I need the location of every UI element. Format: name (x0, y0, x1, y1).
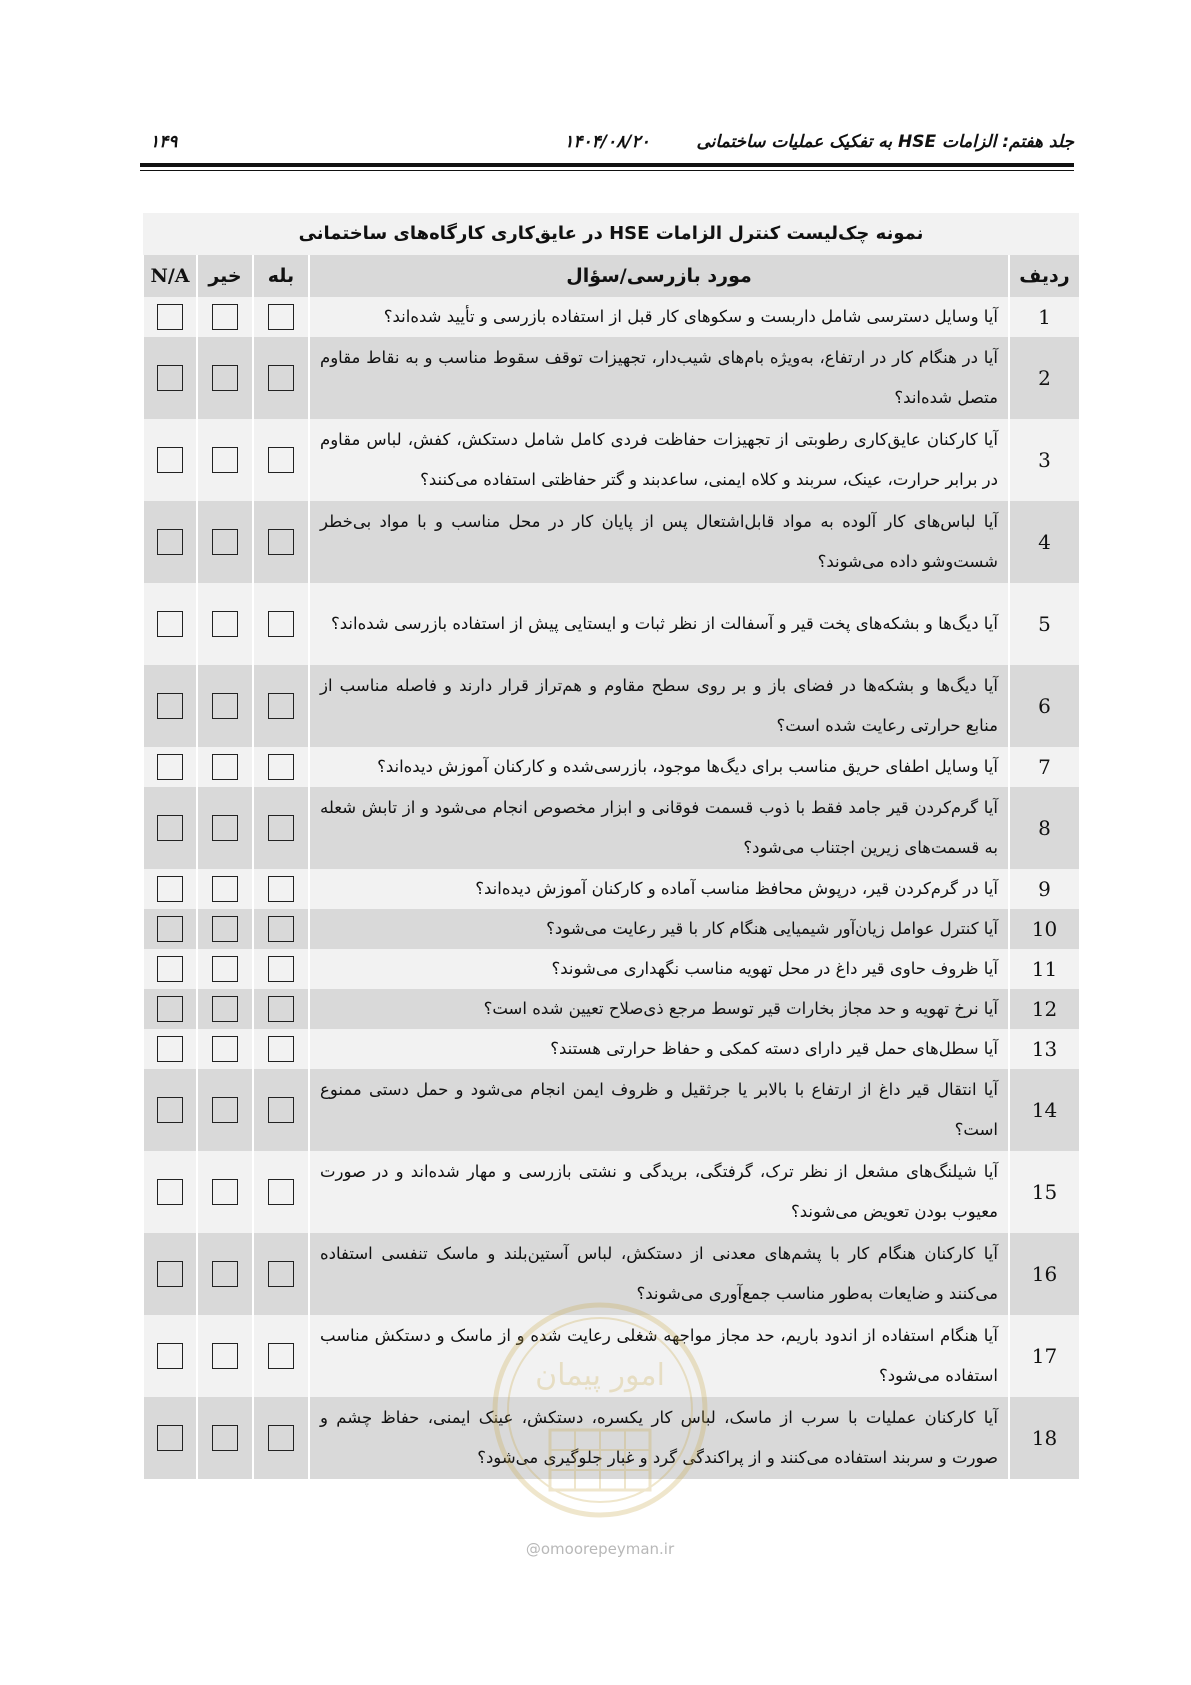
cell-na (143, 297, 197, 337)
cell-na (143, 1233, 197, 1315)
row-number: 12 (1009, 989, 1079, 1029)
cell-yes (253, 583, 309, 665)
cell-no (197, 869, 253, 909)
cell-no (197, 1151, 253, 1233)
row-number: 14 (1009, 1069, 1079, 1151)
yes-checkbox[interactable] (268, 1425, 294, 1451)
yes-checkbox[interactable] (268, 916, 294, 942)
table-row (143, 989, 1079, 1029)
no-checkbox[interactable] (212, 365, 238, 391)
yes-checkbox[interactable] (268, 304, 294, 330)
na-checkbox[interactable] (157, 956, 183, 982)
cell-no (197, 1315, 253, 1397)
watermark-site: @omoorepeyman.ir (525, 1540, 675, 1558)
cell-yes (253, 1069, 309, 1151)
na-checkbox[interactable] (157, 611, 183, 637)
no-checkbox[interactable] (212, 1179, 238, 1205)
header-na: N/A (143, 255, 197, 297)
row-number: 1 (1009, 297, 1079, 337)
na-checkbox[interactable] (157, 1425, 183, 1451)
na-checkbox[interactable] (157, 693, 183, 719)
question-text: آیا شیلنگ‌های مشعل از نظر ترک، گرفتگی، بریدگی و نشتی بازرسی و مهار شده‌اند و در صورت معیوب بودن تعویض می‌شوند؟ (309, 1151, 1009, 1233)
yes-checkbox[interactable] (268, 1343, 294, 1369)
yes-checkbox[interactable] (268, 365, 294, 391)
checklist-table (142, 255, 1079, 1479)
na-checkbox[interactable] (157, 996, 183, 1022)
cell-yes (253, 1233, 309, 1315)
na-checkbox[interactable] (157, 815, 183, 841)
no-checkbox[interactable] (212, 956, 238, 982)
page-header (140, 128, 1074, 158)
no-checkbox[interactable] (212, 529, 238, 555)
cell-no (197, 1029, 253, 1069)
no-checkbox[interactable] (212, 447, 238, 473)
table-row (143, 1397, 1079, 1479)
cell-no (197, 419, 253, 501)
question-text: آیا ظروف حاوی قیر داغ در محل تهویه مناسب نگهداری می‌شوند؟ (309, 949, 1009, 989)
header-no: خیر (197, 255, 253, 297)
no-checkbox[interactable] (212, 916, 238, 942)
table-title: نمونه چک‌لیست کنترل الزامات HSE در عایق‌کاری کارگاه‌های ساختمانی (143, 213, 1079, 255)
cell-na (143, 501, 197, 583)
cell-yes (253, 1315, 309, 1397)
cell-no (197, 989, 253, 1029)
question-text: آیا وسایل دسترسی شامل داربست و سکوهای کار قبل از استفاده بازرسی و تأیید شده‌اند؟ (309, 297, 1009, 337)
row-number: 15 (1009, 1151, 1079, 1233)
cell-yes (253, 297, 309, 337)
table-body (143, 297, 1079, 1479)
table-row (143, 337, 1079, 419)
cell-yes (253, 869, 309, 909)
cell-na (143, 909, 197, 949)
cell-yes (253, 787, 309, 869)
yes-checkbox[interactable] (268, 876, 294, 902)
question-text: آیا انتقال قیر داغ از ارتفاع با بالابر یا جرثقیل و ظروف ایمن انجام می‌شود و حمل دستی ممنوع است؟ (309, 1069, 1009, 1151)
no-checkbox[interactable] (212, 693, 238, 719)
yes-checkbox[interactable] (268, 815, 294, 841)
row-number: 9 (1009, 869, 1079, 909)
na-checkbox[interactable] (157, 754, 183, 780)
table-row (143, 909, 1079, 949)
cell-na (143, 989, 197, 1029)
cell-na (143, 1315, 197, 1397)
question-text: آیا لباس‌های کار آلوده به مواد قابل‌اشتعال پس از پایان کار در محل مناسب و با مواد بی‌خطر شست‌وشو داده می‌شوند؟ (309, 501, 1009, 583)
na-checkbox[interactable] (157, 1179, 183, 1205)
cell-no (197, 501, 253, 583)
yes-checkbox[interactable] (268, 611, 294, 637)
header-rule-thin (140, 170, 1074, 171)
cell-na (143, 1029, 197, 1069)
cell-yes (253, 989, 309, 1029)
yes-checkbox[interactable] (268, 447, 294, 473)
question-text: آیا هنگام استفاده از اندود باریم، حد مجاز مواجهه شغلی رعایت شده و از ماسک و دستکش مناسب استفاده می‌شود؟ (309, 1315, 1009, 1397)
question-text: آیا در هنگام کار در ارتفاع، به‌ویژه بام‌های شیب‌دار، تجهیزات توقف سقوط مناسب و به نقاط مقاوم متصل شده‌اند؟ (309, 337, 1009, 419)
header-yes: بله (253, 255, 309, 297)
question-text: آیا وسایل اطفای حریق مناسب برای دیگ‌ها موجود، بازرسی‌شده و کارکنان آموزش دیده‌اند؟ (309, 747, 1009, 787)
question-text: آیا کارکنان عملیات با سرب از ماسک، لباس کار یکسره، دستکش، عینک ایمنی، حفاظ چشم و صورت و سربند استفاده می‌کنند و از پراکندگی گرد و غبار جلوگیری می‌شود؟ (309, 1397, 1009, 1479)
no-checkbox[interactable] (212, 754, 238, 780)
watermark-logo-text: امور پیمان (535, 1358, 665, 1393)
cell-na (143, 869, 197, 909)
cell-na (143, 665, 197, 747)
yes-checkbox[interactable] (268, 996, 294, 1022)
cell-yes (253, 419, 309, 501)
no-checkbox[interactable] (212, 1343, 238, 1369)
yes-checkbox[interactable] (268, 956, 294, 982)
cell-yes (253, 747, 309, 787)
cell-na (143, 787, 197, 869)
table-row (143, 787, 1079, 869)
table-header-row (143, 255, 1079, 297)
table-row (143, 869, 1079, 909)
cell-na (143, 337, 197, 419)
no-checkbox[interactable] (212, 611, 238, 637)
no-checkbox[interactable] (212, 304, 238, 330)
no-checkbox[interactable] (212, 996, 238, 1022)
cell-yes (253, 1397, 309, 1479)
row-number: 3 (1009, 419, 1079, 501)
checklist-table-wrapper (143, 213, 1079, 1479)
na-checkbox[interactable] (157, 1097, 183, 1123)
cell-no (197, 949, 253, 989)
na-checkbox[interactable] (157, 1261, 183, 1287)
question-text: آیا کارکنان عایق‌کاری رطوبتی از تجهیزات حفاظت فردی کامل شامل دستکش، کفش، لباس مقاوم در برابر حرارت، عینک، سربند و کلاه ایمنی، ساعدبند و گتر حفاظتی استفاده می‌کنند؟ (309, 419, 1009, 501)
cell-no (197, 297, 253, 337)
table-row (143, 501, 1079, 583)
no-checkbox[interactable] (212, 1425, 238, 1451)
row-number: 8 (1009, 787, 1079, 869)
cell-na (143, 1151, 197, 1233)
cell-yes (253, 337, 309, 419)
row-number: 11 (1009, 949, 1079, 989)
table-row (143, 747, 1079, 787)
yes-checkbox[interactable] (268, 693, 294, 719)
cell-yes (253, 501, 309, 583)
table-row (143, 1151, 1079, 1233)
yes-checkbox[interactable] (268, 1097, 294, 1123)
table-row (143, 949, 1079, 989)
table-row (143, 1029, 1079, 1069)
yes-checkbox[interactable] (268, 1036, 294, 1062)
no-checkbox[interactable] (212, 1036, 238, 1062)
table-row (143, 1233, 1079, 1315)
na-checkbox[interactable] (157, 876, 183, 902)
row-number: 16 (1009, 1233, 1079, 1315)
table-row (143, 297, 1079, 337)
question-text: آیا دیگ‌ها و بشکه‌ها در فضای باز و بر روی سطح مقاوم و هم‌تراز قرار دارند و فاصله مناسب از منابع حرارتی رعایت شده است؟ (309, 665, 1009, 747)
header-row-number: ردیف (1009, 255, 1079, 297)
row-number: 2 (1009, 337, 1079, 419)
question-text: آیا دیگ‌ها و بشکه‌های پخت قیر و آسفالت از نظر ثبات و ایستایی پیش از استفاده بازرسی شده‌اند؟ (309, 583, 1009, 665)
cell-yes (253, 665, 309, 747)
na-checkbox[interactable] (157, 1036, 183, 1062)
no-checkbox[interactable] (212, 1261, 238, 1287)
question-text: آیا کنترل عوامل زیان‌آور شیمیایی هنگام کار با قیر رعایت می‌شود؟ (309, 909, 1009, 949)
cell-yes (253, 1151, 309, 1233)
question-text: آیا سطل‌های حمل قیر دارای دسته کمکی و حفاظ حرارتی هستند؟ (309, 1029, 1009, 1069)
table-row (143, 583, 1079, 665)
cell-no (197, 665, 253, 747)
header-rule-thick (140, 163, 1074, 167)
table-row (143, 1069, 1079, 1151)
cell-na (143, 1069, 197, 1151)
cell-no (197, 1069, 253, 1151)
yes-checkbox[interactable] (268, 754, 294, 780)
table-row (143, 1315, 1079, 1397)
row-number: 4 (1009, 501, 1079, 583)
row-number: 17 (1009, 1315, 1079, 1397)
question-text: آیا نرخ تهویه و حد مجاز بخارات قیر توسط مرجع ذی‌صلاح تعیین شده است؟ (309, 989, 1009, 1029)
running-title: جلد هفتم: الزامات HSE به تفکیک عملیات ساختمانی (696, 132, 1074, 152)
yes-checkbox[interactable] (268, 529, 294, 555)
question-text: آیا کارکنان هنگام کار با پشم‌های معدنی از دستکش، لباس آستین‌بلند و ماسک تنفسی استفاده می‌کنند و ضایعات به‌طور مناسب جمع‌آوری می‌شوند؟ (309, 1233, 1009, 1315)
row-number: 6 (1009, 665, 1079, 747)
row-number: 10 (1009, 909, 1079, 949)
cell-yes (253, 1029, 309, 1069)
header-date: ۱۴۰۴/۰۸/۲۰ (564, 132, 650, 152)
table-row (143, 665, 1079, 747)
table-row (143, 419, 1079, 501)
cell-yes (253, 909, 309, 949)
row-number: 13 (1009, 1029, 1079, 1069)
row-number: 18 (1009, 1397, 1079, 1479)
cell-na (143, 583, 197, 665)
yes-checkbox[interactable] (268, 1261, 294, 1287)
cell-yes (253, 949, 309, 989)
page-number: ۱۴۹ (150, 132, 178, 152)
cell-no (197, 909, 253, 949)
cell-na (143, 1397, 197, 1479)
cell-na (143, 949, 197, 989)
yes-checkbox[interactable] (268, 1179, 294, 1205)
na-checkbox[interactable] (157, 365, 183, 391)
cell-no (197, 747, 253, 787)
header-question: مورد بازرسی/سؤال (309, 255, 1009, 297)
question-text: آیا در گرم‌کردن قیر، درپوش محافظ مناسب آماده و کارکنان آموزش دیده‌اند؟ (309, 869, 1009, 909)
cell-no (197, 1397, 253, 1479)
na-checkbox[interactable] (157, 1343, 183, 1369)
no-checkbox[interactable] (212, 876, 238, 902)
na-checkbox[interactable] (157, 529, 183, 555)
question-text: آیا گرم‌کردن قیر جامد فقط با ذوب قسمت فوقانی و ابزار مخصوص انجام می‌شود و از تابش شعله به قسمت‌های زیرین اجتناب می‌شود؟ (309, 787, 1009, 869)
cell-no (197, 787, 253, 869)
na-checkbox[interactable] (157, 304, 183, 330)
row-number: 7 (1009, 747, 1079, 787)
no-checkbox[interactable] (212, 1097, 238, 1123)
cell-no (197, 583, 253, 665)
no-checkbox[interactable] (212, 815, 238, 841)
row-number: 5 (1009, 583, 1079, 665)
cell-na (143, 419, 197, 501)
cell-no (197, 337, 253, 419)
na-checkbox[interactable] (157, 916, 183, 942)
cell-na (143, 747, 197, 787)
cell-no (197, 1233, 253, 1315)
na-checkbox[interactable] (157, 447, 183, 473)
